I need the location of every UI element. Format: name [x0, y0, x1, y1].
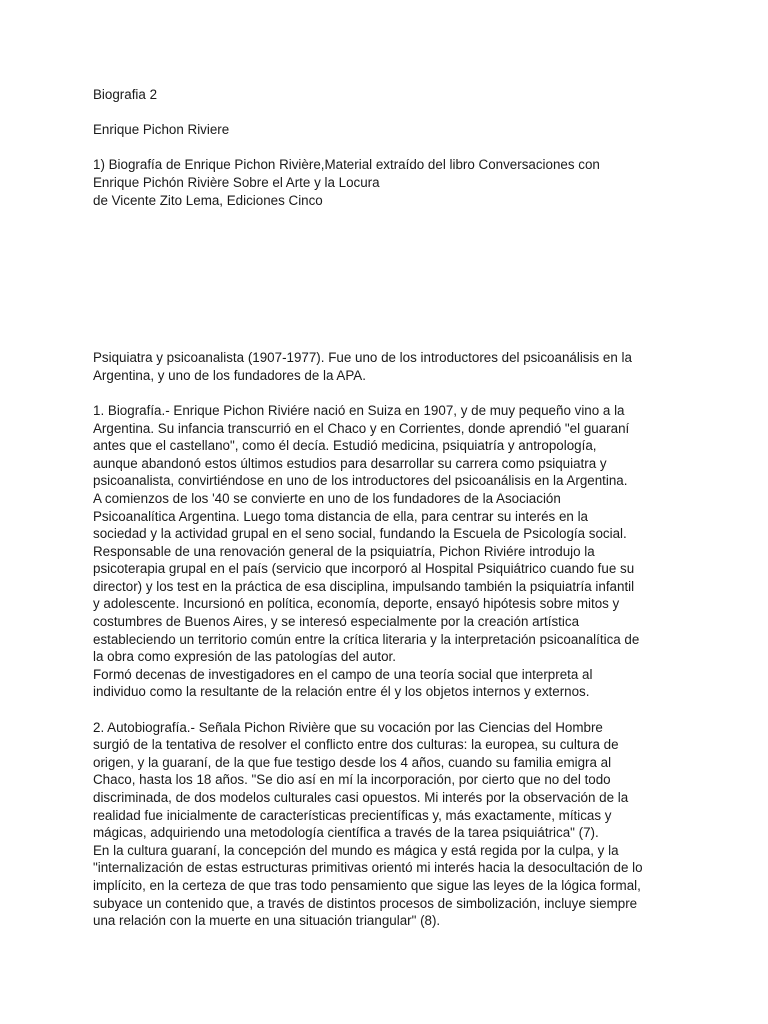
text-line: Enrique Pichón Rivière Sobre el Arte y la Locura: [93, 174, 380, 190]
text-line: psicoterapia grupal en el país (servicio que incorporó al Hospital Psiquiátrico cuando fue su: [93, 561, 635, 577]
text-line: surgió de la tentativa de resolver el conflicto entre dos culturas: la europea, su cultura de: [93, 737, 619, 753]
text-line: subyace un contenido que, a través de distintos procesos de simbolización, incluye siempre: [93, 895, 638, 911]
intro-paragraph: [93, 349, 683, 384]
text-line: Psicoanalítica Argentina. Luego toma distancia de ella, para centrar su interés en la: [93, 508, 589, 524]
author-name: Enrique Pichon Riviere: [93, 122, 230, 138]
biography-paragraph: [93, 402, 683, 701]
text-line: Psiquiatra y psicoanalista (1907-1977). Fue uno de los introductores del psicoanálisis en la: [93, 350, 632, 366]
text-line: discriminada, de dos modelos culturales casi opuestos. Mi interés por la observación de la: [93, 790, 629, 805]
text-line: la obra como expresión de las patologías del autor.: [93, 649, 396, 665]
text-line: de Vicente Zito Lema, Ediciones Cinco: [93, 192, 323, 208]
text-line: 2. Autobiografía.- Señala Pichon Rivière que su vocación por las Ciencias del Hombre: [93, 719, 603, 735]
text-line: origen, y la guaraní, de la que fue testigo desde los 4 años, cuando su familia emigra al: [93, 754, 612, 770]
text-line: Argentina. Su infancia transcurrió en el Chaco y en Corrientes, donde aprendió "el guaraní: [93, 420, 630, 436]
text-line: realidad fue inicialmente de características precientíficas y, más exactamente, míticas y: [93, 807, 612, 823]
text-line: individuo como la resultante de la relación entre él y los objetos internos y externos.: [93, 684, 590, 700]
text-line: mágicas, adquiriendo una metodología científica a través de la tarea psiquiátrica" (7).: [93, 825, 599, 841]
text-line: Argentina, y uno de los fundadores de la APA.: [93, 367, 366, 383]
spacer: [93, 701, 683, 719]
text-line: director) y los test en la práctica de esa disciplina, impulsando también la psiquiatría infantil: [93, 578, 635, 594]
text-line: antes que el castellano", como él decía. Estudió medicina, psiquiatría y antropología,: [93, 438, 597, 454]
text-line: 1. Biografía.- Enrique Pichon Riviére nació en Suiza en 1907, y de muy pequeño vino a la: [93, 402, 625, 418]
text-line: Chaco, hasta los 18 años. "Se dio así en mí la incorporación, por cierto que no del todo: [93, 772, 611, 788]
source-paragraph: [93, 156, 683, 209]
text-line: y adolescente. Incursionó en política, economía, deporte, ensayó hipótesis sobre mitos y: [93, 596, 620, 612]
spacer: [93, 104, 683, 122]
text-line: sociedad y la actividad grupal en el seno social, fundando la Escuela de Psicología social.: [93, 526, 627, 542]
autobiography-paragraph: [93, 719, 683, 930]
text-line: Formó decenas de investigadores en el campo de una teoría social que interpreta al: [93, 666, 593, 682]
text-line: En la cultura guaraní, la concepción del mundo es mágica y está regida por la culpa, y la: [93, 842, 619, 858]
spacer: [93, 384, 683, 402]
text-line: costumbres de Buenos Aires, y se interesó especialmente por la creación artística: [93, 614, 580, 630]
spacer: [93, 139, 683, 157]
text-line: Responsable de una renovación general de la psiquiatría, Pichon Riviére introdujo la: [93, 543, 595, 559]
text-line: implícito, en la certeza de que tras todo pensamiento que sigue las leyes de la lógica formal,: [93, 877, 641, 893]
text-line: psicoanalista, convirtiéndose en uno de los introductores del psicoanálisis en la Argentina.: [93, 473, 628, 489]
document-title: Biografia 2: [93, 87, 158, 102]
blank-area: [93, 209, 683, 349]
document-body: [93, 86, 683, 930]
text-line: A comienzos de los '40 se convierte en uno de los fundadores de la Asociación: [93, 490, 561, 506]
text-line: "internalización de estas estructuras primitivas orientó mi interés hacia la desocultación de lo: [93, 860, 643, 876]
text-line: 1) Biografía de Enrique Pichon Rivière,Material extraído del libro Conversaciones con: [93, 157, 600, 173]
text-line: una relación con la muerte en una situación triangular" (8).: [93, 913, 441, 929]
text-line: aunque abandonó estos últimos estudios para desarrollar su carrera como psiquiatra y: [93, 455, 607, 471]
text-line: estableciendo un territorio común entre la crítica literaria y la interpretación psicoanalítica de: [93, 631, 640, 647]
